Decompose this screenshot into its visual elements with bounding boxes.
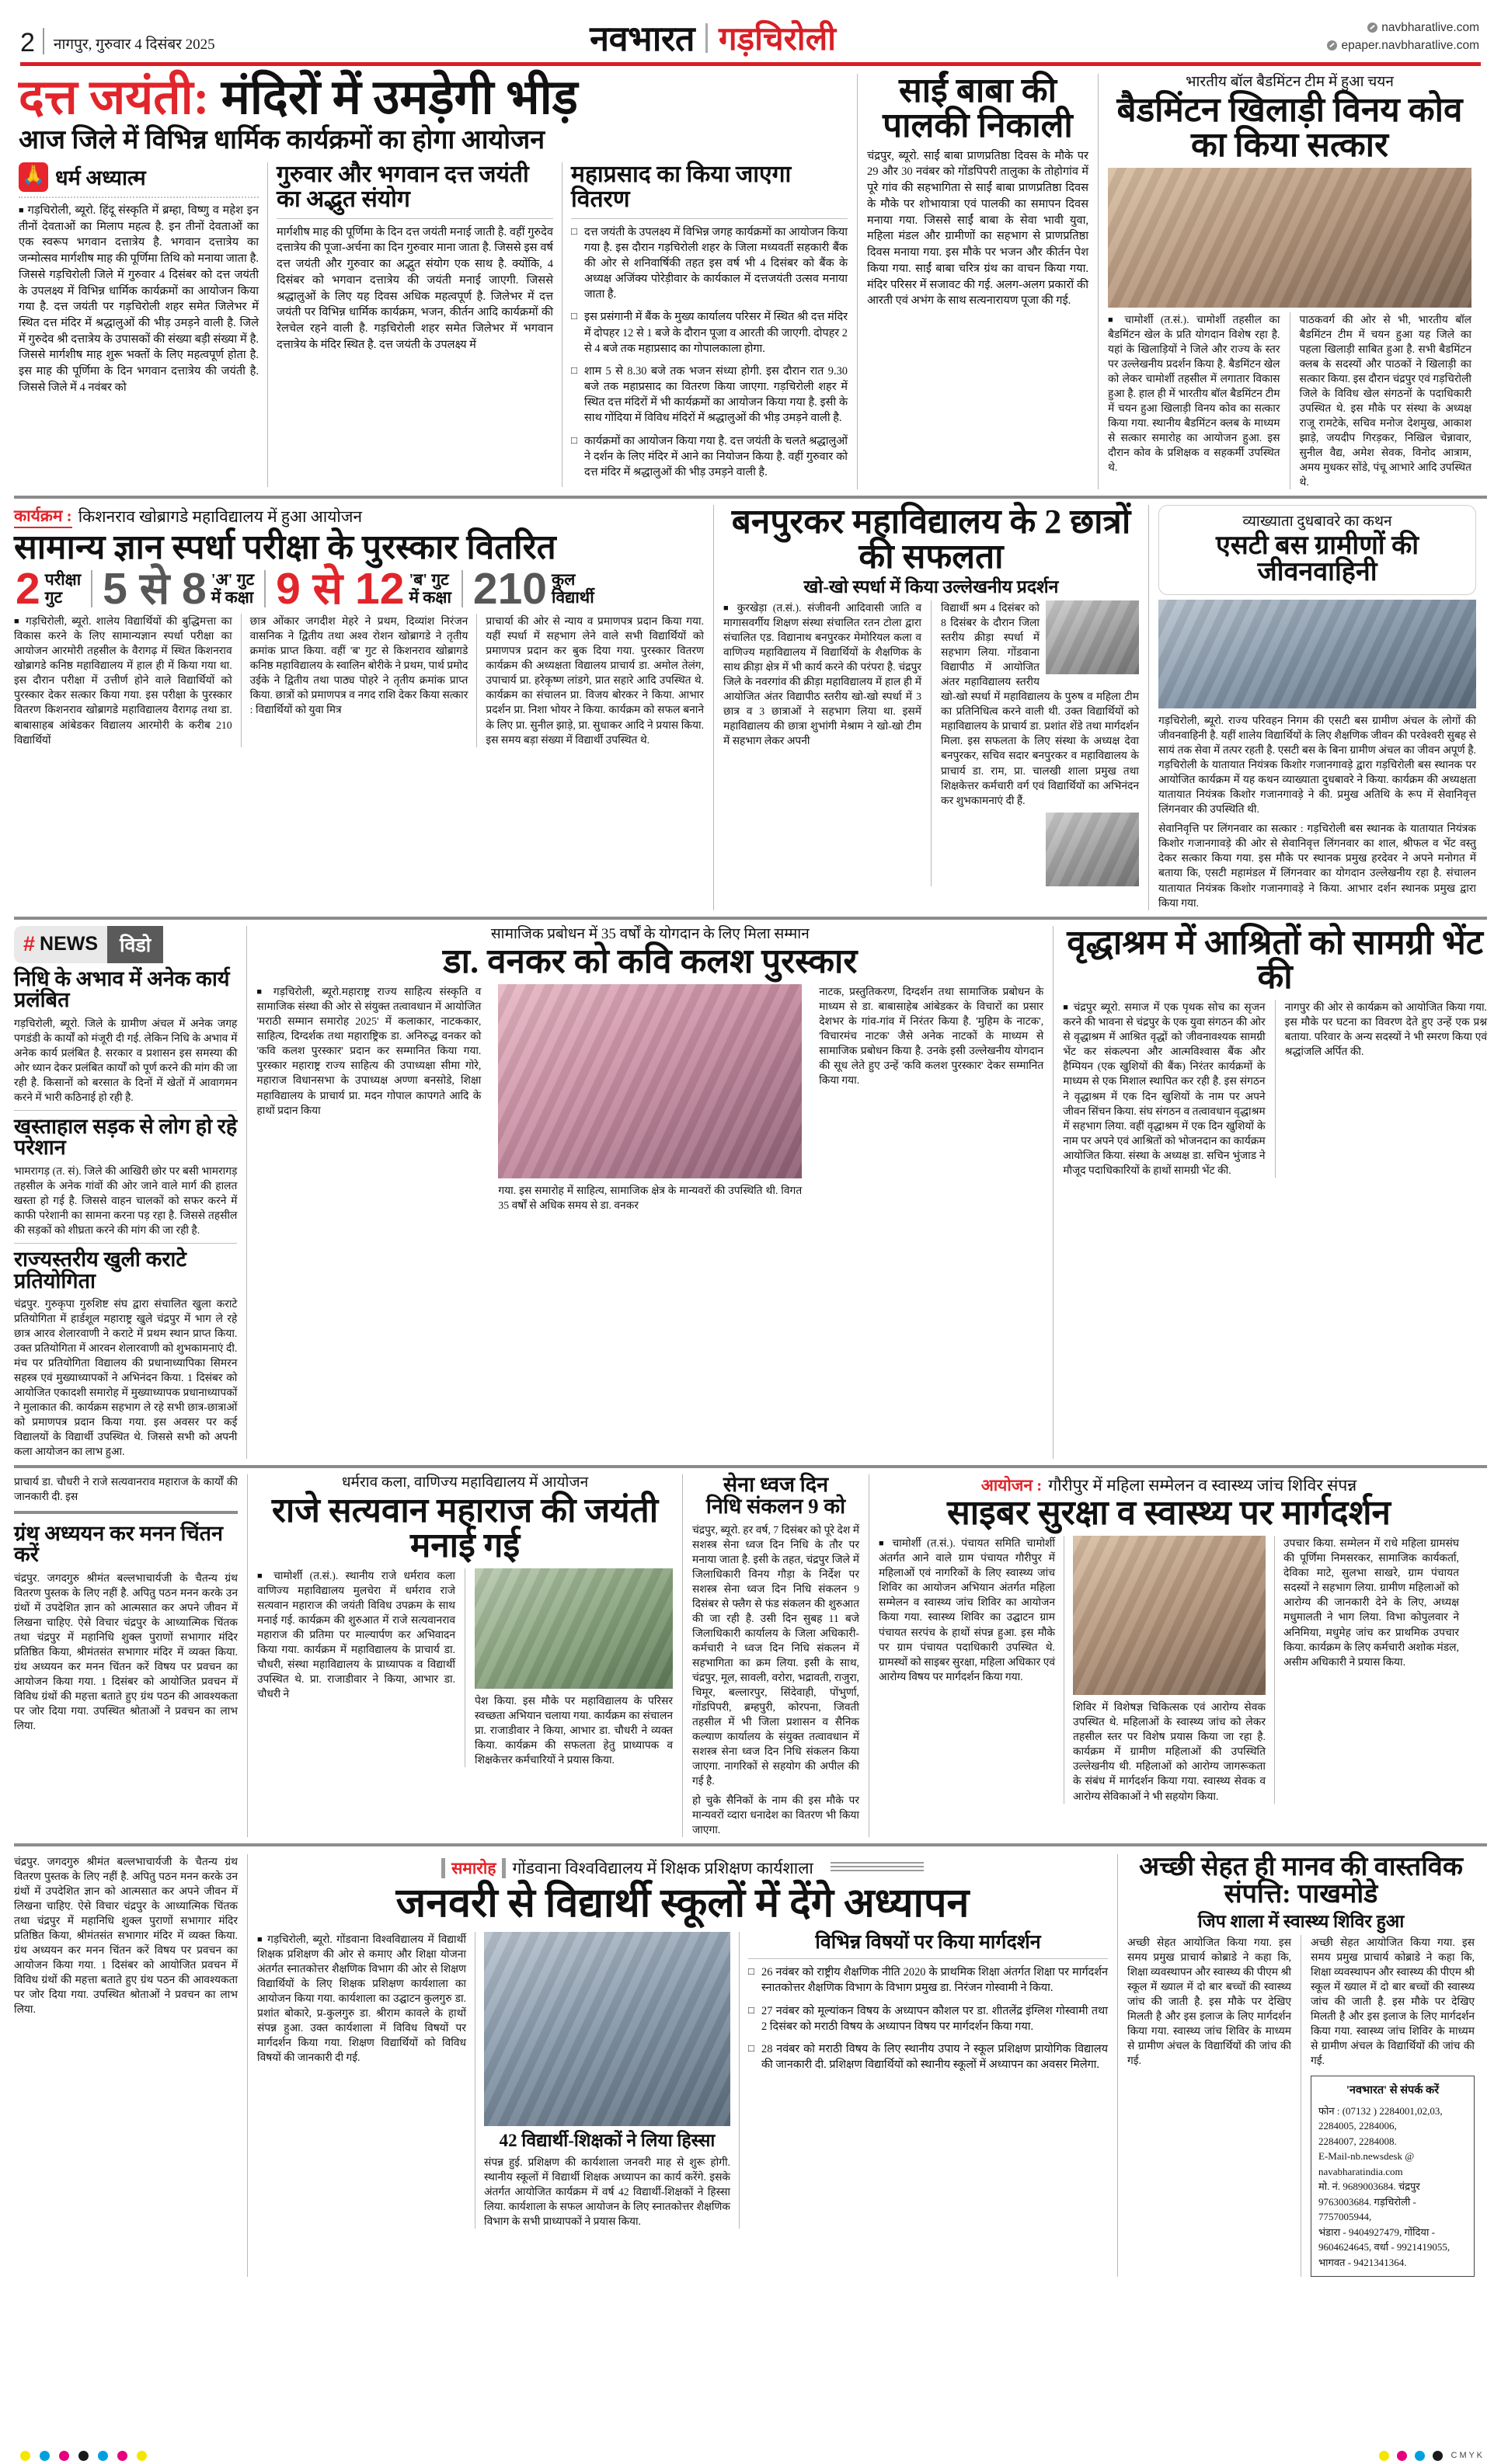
lead-story (14, 71, 857, 489)
vankar-col2-text: नाटक, प्रस्तुतिकरण, दिग्दर्शन तथा सामाजिक प्रबोधन के माध्यम से डा. बाबासाहेब आंबेडकर के विचारों का प्रसार देशभर के गांव-गांव में निरंतर किया है. 'मुहिम के नाटक', 'विचारमंच नाटक' जैसे अनेक नाटकों के माध्यम से सामाजिक प्रबोधन किया है. उनके इसी उल्लेखनीय योगदान की सूध लेते हुए उन्हें 'कवि कलश पुरस्कार' देकर सम्मानित किया गया. (819, 986, 1044, 1087)
nidhi-rule-2 (14, 1243, 237, 1244)
stat-label-group (211, 571, 254, 607)
cyber-columns (879, 1536, 1459, 1803)
raje-story (247, 1474, 682, 1837)
contact-line: फोन : (07132 ) 2284001,02,03, (1318, 2104, 1443, 2117)
place-date: नागपुर, गुरुवार 4 दिसंबर 2025 (53, 37, 215, 54)
contact-line: 9604624645, वर्धा - 9921419055, (1318, 2241, 1451, 2253)
raje-col-1 (257, 1568, 465, 1767)
cmyk-label: C M Y K (1451, 2451, 1482, 2460)
badge-dot-rule (19, 197, 259, 198)
contact-line: 2284007, 2284008. (1318, 2135, 1397, 2147)
tag-bars-right (502, 1858, 506, 1878)
cmyk-dot-black (78, 2451, 89, 2461)
cmyk-registration-strip (0, 2447, 1501, 2464)
cmyk-dots-left (0, 2451, 147, 2461)
sena-story (682, 1474, 869, 1837)
gk-col-2 (241, 614, 477, 747)
sai-body: चंद्रपुर, ब्यूरो. साईं बाबा प्राणप्रतिष्ठा दिवस के मौके पर 29 और 30 नवंबर को गोंडपिपरी तालुका के तोहोगांव में पूरे गांव की सहभागिता से साईं बाबा प्राणप्रतिष्ठा दिवस के मौके पर शोभायात्रा एवं पालकी का समापन दिवस मनाया गया. जिससे साईं बाबा के सेवा भावी युवा, महिला मंडल और ग्रामीणों का सहभाग से प्राणप्रतिष्ठा दिवस मनाया गया. इस मौके पर भजन और कीर्तन पेश किया गया. साईं बाबा चरित्र ग्रंथ का वाचन किया गया. मंदिर परिसर में सजावट की गई. अलग-अलग प्रकारों की आरती एवं अभंग के साथ सत्यनारायण पूजा की गई. (867, 149, 1088, 308)
edition-name: गड़चिरोली (718, 22, 837, 58)
contact-email-domain[interactable]: navabharatindia.com (1318, 2165, 1403, 2177)
list-item: □ दत्त जयंती के उपलक्ष्य में विभिन्न जगह कार्यक्रमों का आयोजन किया गया है. इस दौरान गड़चिरोली शहर के जिला मध्यवर्ती सहकारी बैंक की ओर से शनिवार्षिकी तहत इस वर्ष भी 4 दिसंबर को बैंक के अध्यक्ष अजिंक्य पोरेड़ीवार के कार्यकाल में दत्तजयंती उत्सव मनाया जाता है. (571, 224, 848, 303)
stbus-headline-box (1158, 505, 1476, 595)
badminton-story (1098, 74, 1476, 489)
zone-divider-1 (14, 496, 1487, 499)
sena-body: चंद्रपुर, ब्यूरो. हर वर्ष, 7 दिसंबर को पूरे देश में सशस्त्र सेना ध्वज दिन निधि के तौर पर मनाया जाता है. इसी के तहत, चंद्रपुर जिले में जिलाधिकारी विनय गौड़ा के निर्देश पर सशस्त्र सेना ध्वज दिन निधि संकलन 9 दिसंबर से फ्लैग से फंड संकलन की शुरुआत की जा रही है. उसी दिन सुबह 11 बजे जिलाधिकारी कार्यालय के जिला अधिकारी-कर्मचारी ने ध्वज दिन निधि संकलन में सहभागिता का क्रम लिया. इसी के साथ, चंद्रपुर, मूल, सावली, वरोरा, भद्रावती, राजुरा, चिमूर, बल्लारपुर, सिंदेवाही, पोंभुर्णा, गोंडपिपरी, ब्रम्हपुरी, कोरपना, जिवती तहसील में भी जिला प्रशासन व सैनिक कल्याण कार्यालय के संयुक्त तत्वावधान में सशस्त्र सेना ध्वज दिन निधि संकलन किया जाएगा. नागरिकों से सहयोग की अपील की गई है. (692, 1523, 859, 1787)
lead-subhead: आज जिले में विभिन्न धार्मिक कार्यक्रमों का होगा आयोजन (19, 126, 545, 155)
khokho-headline: बनपुरकर महाविद्यालय के 2 छात्रों की सफलता (731, 502, 1131, 576)
nidhi-body: गड़चिरोली, ब्यूरो. जिले के ग्रामीण अंचल में अनेक जगह पगडंडी के कार्यों को मंजूरी दी गई. लेकिन निधि के अभाव में अनेक कार्य प्रलंबित है. सरकार व प्रशासन इस समस्या की ओर ध्यान देकर प्रलंबित कार्यों को पूर्ण करने की मांग की जा रही है. किसानों को बरसात के दिनों में खेतों में आवागमन करने में भारी कठिनाई हो रही है. (14, 1017, 238, 1103)
website-main[interactable]: navbharatlive.com (1381, 20, 1479, 34)
gk-col2-text: छात्र ओंकार जगदीश मेहरे ने प्रथम, दिव्यांश निरंजन वासनिक ने द्वितीय तथा अश्व रोशन खोब्रागडे ने तृतीय क्रमांक प्राप्त किया. वहीं 'ब' गुट से किशनराव खोब्रागडे कनिष्ठ महाविद्यालय के स्वालिन बोरीके ने प्रथम, पार्थ प्रमोद उईके ने द्वितीय तथा पाठ्य पोहरे ने तृतीय क्रमांक प्राप्त किया. छात्रों को प्रमाणपत्र व नगद राशि देकर किया सत्कार : विद्यार्थियों को युवा मित्र (249, 615, 468, 716)
badminton-col2-text: पाठकवर्ग की ओर से भी, भारतीय बॉल बैडमिंटन टीम में चयन हुआ यह जिले का पहला खिलाड़ी साबित हुआ है. सभी बैडमिंटन क्लब के सदस्यों और पाठकों ने खिलाड़ी का सत्कार किया. इस दौरान चंद्रपुर एवं गड़चिरोली जिले के विविध खेल संगठनों के पदाधिकारी उपस्थित थे. इस मौके पर संस्था के अध्यक्ष राजू रामटेके, सचिव मनोज देशमुख, आकाश झाड़े, जयदीप गिरड़कर, निखिल चेन्नावार, सुनील वैद्य, अमेश सेवक, विनोद आत्राम, अमय मुधकर सोंडे, पंचू आभारे आदि उपस्थित थे. (1299, 313, 1471, 488)
vruddha-col-2 (1275, 1000, 1487, 1177)
sena-col2-text: हो चुके सैनिकों के नाम की इस मौके पर मान्यवरों व्दारा धनादेश का वितरण भी किया जाएगा. (692, 1794, 859, 1836)
nidhi-sub1-body: भामरागड़ (त. सं). जिले की आखिरी छोर पर बसी भामरागड़ तहसील के अनेक गांवों की ओर जाने वाले मार्ग की हालत खस्ता हो गई है. जिससे वाहन चालकों को सफर करने में काफी परेशानी का सामना करना पड़ रहा है. जिससे तहसील की सड़कों को शीघ्रता करने की मांग की जा रही है. (14, 1164, 238, 1236)
teacher-sub-head: विभिन्न विषयों पर किया मार्गदर्शन (815, 1932, 1041, 1954)
teacher-headline: जनवरी से विद्यार्थी स्कूलों में देंगे अध्यापन (395, 1881, 970, 1926)
stat-label-2: गुट (44, 588, 63, 607)
lead-col3-bullets (571, 224, 848, 480)
masthead (14, 0, 1487, 59)
teacher-tag-line (257, 1854, 1108, 1881)
teacher-col1-text: ■ गड़चिरोली, ब्यूरो. गोंडवाना विश्वविद्यालय में विद्यार्थी शिक्षक प्रशिक्षण की ओर से कमाए और शिक्षा योजना अंतर्गत स्नातकोत्तर शैक्षणिक विभाग की ओर से शिक्षण विद्यार्थियों के लिए शिक्षक प्रशिक्षण कार्यशाला का आयोजन किया गया. कार्यशाला का उद्घाटन कुलगुरु डा. प्रशांत बोकारे, प्र-कुलगुरु डा. श्रीराम कावले के हाथों संपन्न हुआ. उक्त कार्यशाला में विविध विषयों पर मार्गदर्शन किया गया. शिक्षण विद्यार्थियों को विविध विषयों की जानकारी दी गई. (257, 1932, 466, 2065)
vankar-col-1 (256, 984, 489, 1213)
khokho-col-2 (931, 600, 1139, 886)
stat-number: 9 से 12 (276, 563, 405, 614)
list-item: □ 26 नवंबर को राष्ट्रीय शैक्षणिक नीति 2020 के प्राथमिक शिक्षा अंतर्गत शिक्षा पर मार्गदर्शन स्नातकोत्तर शैक्षणिक विभाग के विभाग प्रमुख डा. निरंजन गोस्वामी ने किया. (748, 1965, 1108, 1996)
cmyk-dot-magenta-2 (117, 2451, 127, 2461)
teacher-col-1 (257, 1932, 475, 2229)
contact-line: 9763003684. गड़चिरोली - 7757005944, (1318, 2195, 1416, 2223)
badminton-col-2 (1290, 312, 1472, 489)
list-item: □ इस प्रसंगानी में बैंक के मुख्य कार्यालय परिसर में स्थित श्री दत्त मंदिर में दोपहर 12 से 1 बजे के दौरान पूजा व आरती की जाएगी. दोपहर 2 से 4 बजे तक महाप्रसाद का गोपालकाला होगा. (571, 309, 848, 356)
cyber-photo-col (1064, 1536, 1274, 1803)
sai-headline-2: पालकी निकाली (883, 106, 1073, 144)
players-felicitation-photo (1108, 168, 1471, 308)
stat-label-1: कुल (552, 569, 576, 589)
zone-divider-3 (14, 1465, 1487, 1468)
stbus-col1-text: गड़चिरोली, ब्यूरो. राज्य परिवहन निगम की एसटी बस ग्रामीण अंचल के लोगों की जीवनवाहिनी है. यहीं शालेय विद्यार्थियों के लिए शैक्षणिक जीवन की परवेश्वरी सुबह से सायं तक सेवा में तत्पर रहती है. एसटी बस के बिना ग्रामीण अंचल का जीवन अपूर्ण है. गड़चिरोली के यातायात नियंत्रक किशोर गजानगावड़े द्वारा गड़चिरोली बस स्थानक पर आयोजित कार्यक्रम में यह कथन व्याख्याता दुधबावरे ने किया. कार्यक्रम की अध्यक्षता यातायात नियंत्रक किशोर गजानगावड़े ने की. प्रमुख अतिथि के रूप में सेवानिवृत्त लिंगनवार की उपस्थिति थी. (1158, 715, 1476, 816)
male-student-photo (1046, 813, 1139, 886)
tag-bars-left (441, 1858, 445, 1878)
stbus-col2-text: सेवानिवृत्ति पर लिंगनवार का सत्कार : गड़चिरोली बस स्थानक के यातायात नियंत्रक किशोर गजानगावड़े की ओर से सेवानिवृत्त लिंगनवार का शाल, श्रीफल व भेंट वस्तु देकर सत्कार किया गया. इस मौके पर स्थानक प्रमुख हरदेवर ने अपने मनोगत में बताया कि, एसटी महामंडल में लिंगनवार का योगदान उल्लेखनीय रहा है. संचालन यातायात नियंत्रक किशोर गजानगावड़े ने किया. आभार दर्शन स्थानक प्रमुख द्वारा किया गया. (1158, 823, 1476, 909)
gk-tag-red: कार्यक्रम : (14, 505, 72, 528)
health-col2-text: अच्छी सेहत आयोजित किया गया. इस समय प्रमुख प्राचार्य कोब्राडे ने कहा कि, शिक्षा व्यवस्थापन और स्वास्थ्य की पीएम श्री स्कूल में ख्याल में दो बार बच्चों की स्वास्थ्य जांच की जाती है. इस मौके पर देखिए मिलती है और इस इलाज के लिए मार्गदर्शन किया गया. स्वास्थ्य जांच शिविर के माध्यम से ग्रामीण अंचल के विद्यार्थियों की जांच की गई. (1311, 1936, 1475, 2067)
masthead-title-group (590, 19, 837, 59)
contact-line: भंडारा - 9404927479, गोंदिया - (1318, 2226, 1435, 2238)
health-subhead: जिप शाला में स्वास्थ्य शिविर हुआ (1197, 1911, 1405, 1931)
zone-divider-2 (14, 917, 1487, 920)
stat-label-group (552, 571, 594, 607)
vankar-kicker: सामाजिक प्रबोधन में 35 वर्षों के योगदान के लिए मिला सम्मान (490, 925, 810, 942)
award-ceremony-photo (498, 984, 802, 1178)
granth-body: चंद्रपुर. जगदगुरु श्रीमंत बल्लभाचार्यजी के चैतन्य ग्रंथ वितरण पुस्तक के लिए नहीं है. अपितु पठन मनन करके उन ग्रंथों में उपदेशित ज्ञान को आत्मसात कर अपने जीवन में लिखना चाहिए. ऐसे विचार चंद्रपुर के आध्यात्मिक चिंतक तथा चंद्रपुर में महानिधि शुक्ल पुराणों सभागार मंदिर प्रतिष्ठित किया, श्रीमंतसंत सभागार मंदिर में व्यक्त किया. ग्रंथ अध्ययन कर मनन चिंतन करें विषय पर प्रवचन का आयोजन किया गया. 1 दिसंबर को आयोजित प्रवचन में विविध ग्रंथों की महत्ता बताते हुए ग्रंथ पठन की आवश्यकता पर जोर दिया गया. उपस्थित श्रोताओं ने प्रवचन का लाभ लिया. (14, 1571, 238, 1731)
cyber-col3-text: उपचार किया. सम्मेलन में राधे महिला ग्रामसंघ की पूर्णिमा निमसरकर, सामाजिक कार्यकर्ता, देविका माटे, सुलभा साखरे, ग्राम पंचायत सदस्यों ने सहभाग लिया. ग्रामीण महिलाओं को आरोग्य की जानकारी देने के लिए, अध्यक्ष मधुमालती ने भाग लिया. विभा कोपुलवार ने अनिमिया, मधुमेह जांच कर प्राथमिक उपचार किया. कार्यक्रम के लिए कर्मचारी अशोक मंडल, असीम अधिकारी ने प्रयास किया. (1283, 1537, 1459, 1668)
teacher-tag-red: समारोह (451, 1858, 496, 1878)
stat-label-group (409, 571, 451, 607)
cmyk-dot-black-2 (1433, 2451, 1443, 2461)
website-epaper[interactable]: epaper.navbharatlive.com (1341, 38, 1479, 52)
stat-number: 5 से 8 (103, 563, 207, 614)
khokho-columns (723, 600, 1139, 886)
gk-columns (14, 614, 704, 747)
masthead-websites (1327, 19, 1479, 57)
health-col-2 (1301, 1935, 1475, 2278)
vruddhashram-story (1053, 923, 1487, 1460)
gk-col3-text: प्राचार्या की ओर से न्याय व प्रमाणपत्र प्रदान किया गया. यहीं स्पर्धा में सहभाग लेने वाले सभी विद्यार्थियों को प्रमाणपत्र प्रदान कर बुक दिया गया. पुरस्कार वितरण कार्यक्रम की अध्यक्षता विद्यालय प्राचार्य डा. अमोल तेलंग, उपाचार्य प्रा. हरेकृष्ण लांडगे, प्रात सहारे आदि उपस्थित थे. कार्यक्रम का संचालन प्रा. विजय बोरकर ने किया. आभार प्रदर्शन प्रा. निशा भोयर ने किया. कार्यक्रम को सफल बनाने के लिए प्रा. सुनील झाड़े, प्रा. सुधाकर आदि ने प्रयास किया. इस समय बड़ा संख्या में विद्यार्थी उपस्थित थे. (486, 615, 705, 746)
lead-kicker-red: दत्त जयंती: (19, 71, 210, 124)
stat-label-1: 'अ' गुट (211, 569, 255, 589)
cyber-tag-red: आयोजन : (980, 1476, 1043, 1495)
cmyk-dot-cyan (40, 2451, 50, 2461)
stat-number: 2 (16, 563, 40, 614)
program-on-stage-photo (1158, 600, 1476, 708)
gk-col-1 (14, 614, 241, 747)
stat-item (92, 563, 266, 614)
cyber-headline: साइबर सुरक्षा व स्वास्थ्य पर मार्गदर्शन (947, 1494, 1391, 1533)
lead-col-3 (562, 162, 848, 487)
stat-label-2: में कक्षा (409, 588, 451, 607)
masthead-red-rule (20, 62, 1481, 66)
contact-line: भागवत - 9421341364. (1318, 2256, 1407, 2268)
masthead-left (20, 28, 215, 56)
contact-line: मो. नं. 9689003684. चंद्रपुर (1318, 2180, 1420, 2193)
gk-stat-strip (14, 563, 704, 614)
praying-hands-icon: 🙏 (19, 162, 48, 192)
nidhi-rule-1 (14, 1110, 237, 1111)
cmyk-dot-yellow-3 (1379, 2451, 1389, 2461)
hash-icon: # (23, 932, 36, 956)
stat-item (14, 563, 92, 614)
health-columns (1127, 1935, 1475, 2278)
badminton-kicker: भारतीय बॉल बैडमिंटन टीम में हुआ चयन (1186, 74, 1394, 90)
badminton-col1-text: ■ चामोर्शी (त.सं.). चामोर्शी तहसील का बैडमिंटन खेल के प्रति योगदान विशेष रहा है. यहां के खिलाड़ियों ने जिले और राज्य के स्तर पर उल्लेखनीय प्रदर्शन किया है. बैडमिंटन खेल को लेकर चामोर्शी तहसील में लगातार विकास हुआ है. हाल ही में भारतीय बॉल बैडमिंटन टीम में चयन हुआ खिलाड़ी विनय कोव का सत्कार किया गया. स्थानीय बैडमिंटन क्लब के माध्यम से सत्कार समारोह का आयोजन हुआ. इस दौरान कोव के प्रशिक्षक व सहकर्मी उपस्थित थे. (1108, 312, 1280, 475)
stbus-headline: एसटी बस ग्रामीणों की जीवनवाहिनी (1215, 531, 1419, 587)
teacher-bullets (748, 1965, 1108, 2072)
raje-col1-text: ■ चामोर्शी (त.सं.). स्थानीय राजे धर्मराव कला वाणिज्य महाविद्यालय मुलचेरा में धर्मराव राजे सत्यवान महाराज की जयंती विविध उपक्रम के साथ मनाई गई. कार्यक्रम की शुरुआत में राजे सत्यवानराव महाराज की प्रतिमा पर माल्यार्पण कर अभिवादन किया गया. कार्यक्रम में महाविद्यालय के प्राचार्य डा. चौधरी, संस्था महाविद्यालय के प्राध्यापक व विद्यार्थी उपस्थित थे. प्रा. राजाडीवार ने किया, आभार डा. चौधरी ने (257, 1568, 455, 1701)
teacher-photo-col-text: संपन्न हुई. प्रशिक्षण की कार्यशाला जनवरी माह से शुरू होगी. स्थानीय स्कूलों में विद्यार्थी शिक्षक अध्यापन का कार्य करेंगे. इसके अंतर्गत आयोजित कार्यक्रम में वर्ष 42 विद्यार्थी-शिक्षकों ने हिस्सा लिया. कार्यशाला के सफल आयोजन के लिए स्नातकोत्तर शैक्षणिक विभाग के सभी प्राध्यापकों ने प्रयास किया. (484, 2156, 730, 2227)
contact-line: 2284005, 2284006, (1318, 2120, 1397, 2132)
vankar-photo-col (489, 984, 810, 1213)
cyber-col-3 (1274, 1536, 1459, 1803)
health-headline: अच्छी सेहत ही मानव की वास्तविक संपत्ति: पाखमोडे (1139, 1853, 1463, 1909)
vruddha-headline: वृद्धाश्रम में आश्रितों को सामग्री भेंट की (1067, 923, 1483, 997)
teacher-col-3 (739, 1932, 1108, 2229)
teacher-tag-text: गोंडवाना विश्वविद्यालय में शिक्षक प्रशिक्षण कार्यशाला (512, 1858, 813, 1878)
gk-col1-text: ■ गड़चिरोली, ब्यूरो. शालेय विद्यार्थियों की बुद्धिमत्ता का विकास करने के लिए सामान्यज्ञान स्पर्धा परीक्षा का आयोजन आरमोरी तहसील के वैरागढ़ में स्थित किशनराव खोब्रागडे कनिष्ठ महाविद्यालय में हाल ही में किया गया था. इस दौरान परीक्षा में उत्तीर्ण होने वाले विद्यार्थियों को पुरस्कार देकर सत्कार किया गया. इस परीक्षा के पुरस्कार वितरण किशनराव खोब्रागडे महाविद्यालय वैरागढ़ तथा डा. बाबासाहब आंबेडकर विद्यालय आरमोरी के करीब 210 विद्यार्थियों (14, 614, 232, 747)
cmyk-dot-magenta (59, 2451, 69, 2461)
fourth-zone (14, 1474, 1487, 1837)
stat-item (266, 563, 463, 614)
contact-title: 'नवभारत' से संपर्क करें (1346, 2084, 1440, 2097)
section-badge (19, 162, 259, 192)
lead-col1-text: ■ गड़चिरोली, ब्यूरो. हिंदू संस्कृति में ब्रम्हा, विष्णु व महेश इन तीनों देवताओं का मिलाप महत्व है. इन तीनों देवताओं का एक स्वरूप भगवान दत्तात्रेय है. भगवान दत्तात्रेय का जन्मोत्सव मार्गशीष माह की पूर्णिमा तिथि को मनाया जाता है. जिससे गड़चिरोली जिले में गुरुवार 4 दिसंबर को दत्त जयंती के उपलक्ष्य में विभिन्न धार्मिक कार्यक्रमों का आयोजन किया गया है. दत्त जयंती पर गड़चिरोली शहर समेत जिलेभर में स्थित दत्त मंदिर में श्रद्धालुओं की भीड़ उमड़ने वाली है. जिले में गुरुदेव श्री दत्तात्रेय के उपासकों की संख्या बड़ी संख्या में है. जिससे मार्गशीष माह शुरू भक्तों के लिए महत्वपूर्ण होता है. इस माह की पूर्णिमा के दिन भगवान दत्तात्रेय की जयंती है. जिससे जिले में 4 नवंबर को (19, 203, 259, 396)
zone-divider-4 (14, 1843, 1487, 1846)
stbus-story (1148, 505, 1476, 910)
masthead-divider (43, 28, 44, 54)
stat-label-2: में कक्षा (211, 588, 254, 607)
second-zone (14, 502, 1487, 910)
globe-icon (1327, 40, 1337, 50)
vruddha-col2-text: नागपुर की ओर से कार्यक्रम को आयोजित किया गया. इस मौके पर घटना का विवरण देते हुए उन्हें एक प्रश्न बताया. परिवार के अन्य सदस्यों ने भी स्मरण किया एवं श्रद्धांजलि अर्पित की. (1284, 1001, 1487, 1058)
khokho-subhead: खो-खो स्पर्धा में किया उल्लेखनीय प्रदर्शन (803, 576, 1059, 597)
left-cont-rule (14, 1511, 238, 1514)
vankar-story (246, 926, 1053, 1460)
vruddha-col-1 (1063, 1000, 1274, 1177)
vankar-col-2 (810, 984, 1043, 1213)
left-continuation-text: प्राचार्य डा. चौधरी ने राजे सत्यवानराव महाराज के कार्यों की जानकारी दी. इस (14, 1476, 238, 1503)
teacher-sub-rule (748, 1958, 1108, 1959)
lead-col-1 (19, 162, 267, 487)
third-zone (14, 923, 1487, 1460)
sena-kicker: सेना ध्वज दिन (723, 1473, 829, 1497)
nidhi-sub1-head: खस्ताहाल सड़क से लोग हो रहे परेशान (14, 1114, 238, 1160)
stat-label-2: विद्यार्थी (552, 588, 594, 607)
health-col1-text: अच्छी सेहत आयोजित किया गया. इस समय प्रमुख प्राचार्य कोब्राडे ने कहा कि, शिक्षा व्यवस्थापन और स्वास्थ्य की पीएम श्री स्कूल में ख्याल में दो बार बच्चों की स्वास्थ्य जांच की जाती है. इस मौके पर देखिए मिलती है और इस इलाज के लिए मार्गदर्शन किया गया. स्वास्थ्य जांच शिविर के माध्यम से ग्रामीण अंचल के विद्यार्थियों की जांच की गई. (1127, 1936, 1291, 2067)
list-item: □ कार्यक्रमों का आयोजन किया गया है. दत्त जयंती के चलते श्रद्धालुओं ने दर्शन के लिए मंदिर में आने का नियोजन किया है. वहीं गुरुवार को दत्त मंदिर में श्रद्धालुओं की भीड़ उमड़ने वाली है. (571, 433, 848, 480)
khokho-col-1 (723, 600, 931, 886)
cyber-col2-text: शिविर में विशेषज्ञ चिकित्सक एवं आरोग्य सेवक उपस्थित थे. महिलाओं के स्वास्थ्य जांच को लेकर तहसील स्तर पर विशेष प्रयास किया जा रहा है. कार्यक्रम में ग्रामीण महिलाओं की उपस्थिति उल्लेखनीय थी. महिलाओं को आरोग्य जागरूकता के संबंध में मार्गदर्शन किया गया. स्वास्थ्य सेवक व आरोग्य सेविकाओं ने भी सहयोग किया. (1073, 1701, 1266, 1802)
health-story (1117, 1854, 1475, 2277)
website-main-row[interactable] (1327, 19, 1479, 37)
raje-columns (257, 1568, 673, 1767)
raje-headline: राजे सत्यवान महाराज की जयंती मनाई गई (271, 1491, 659, 1565)
teacher-columns (257, 1932, 1108, 2229)
list-item: □ 28 नवंबर को मराठी विषय के लिए स्थानीय उपाय ने स्कूल प्रशिक्षण प्रायोगिक विद्यालय की जानकारी दी. प्रशिक्षण विद्यार्थियों को स्थानीय स्कूलों में अध्यापन का अवसर मिलेगा. (748, 2041, 1108, 2072)
cmyk-dot-cyan-2 (98, 2451, 108, 2461)
cmyk-dot-magenta-3 (1397, 2451, 1407, 2461)
cmyk-dot-cyan-3 (1415, 2451, 1425, 2461)
nidhi-headline: निधि के अभाव में अनेक कार्य प्रलंबित (14, 966, 230, 1012)
gk-col-3 (476, 614, 704, 747)
workshop-hall-photo (484, 1932, 730, 2126)
workshop-photo-caption: 42 विद्यार्थी-शिक्षकों ने लिया हिस्सा (499, 2131, 716, 2151)
lead-col2-head: गुरुवार और भगवान दत्त जयंती का अद्भुत संयोग (277, 161, 529, 213)
decor-stack-rule (831, 1862, 924, 1874)
badminton-headline: बैडमिंटन खिलाड़ी विनय कोव का किया सत्कार (1116, 90, 1463, 164)
left-continuation (14, 1474, 247, 1837)
sai-headline-1: साईं बाबा की (899, 71, 1057, 110)
bottom-left-spacer (14, 1854, 247, 2277)
stat-label-1: 'ब' गुट (409, 569, 449, 589)
bottom-left-text: चंद्रपुर. जगदगुरु श्रीमंत बल्लभाचार्यजी के चैतन्य ग्रंथ वितरण पुस्तक के लिए नहीं है. अपितु पठन मनन करके उन ग्रंथों में उपदेशित ज्ञान को आत्मसात कर अपने जीवन में लिखना चाहिए. ऐसे विचार चंद्रपुर के आध्यात्मिक चिंतक तथा चंद्रपुर में महानिधि शुक्ल पुराणों सभागार मंदिर प्रतिष्ठित किया, श्रीमंतसंत सभागार मंदिर में व्यक्त किया. ग्रंथ अध्ययन कर मनन चिंतन करें विषय पर प्रवचन का आयोजन किया गया. 1 दिसंबर को आयोजित प्रवचन में विविध ग्रंथों की महत्ता बताते हुए ग्रंथ पठन की आवश्यकता पर जोर दिया गया. उपस्थित श्रोताओं ने प्रवचन का लाभ लिया. (14, 1856, 238, 2016)
stat-number: 210 (472, 563, 547, 614)
khokho-story (713, 502, 1148, 910)
vruddha-columns (1063, 1000, 1487, 1177)
lead-headline-row (19, 71, 848, 124)
lead-col-2 (267, 162, 562, 487)
vruddha-col1-text: ■ चंद्रपुर ब्यूरो. समाज में एक पृथक सोच का सृजन करने की भावना से चंद्रपुर के एक युवा संगठन की ओर से वृद्धाश्रम में आश्रित वृद्धों को जीवनावश्यक सामग्री भेंट कर संकल्पना और आत्मविश्वास बैंक और हैम्पियन (एक खुशियों की बैंक) निरंतर कार्यक्रमों के माध्यम से एक मिशाल स्थापित कर रही है. इस संगठन ने वृद्धाश्रम में एक दिन खुशियों के नाम पर अपने जीवन सिंचन किया. संघ संगठन व तत्वावधान वृद्धाश्रम में सहभाग लिया. वहीं वृद्धाश्रम में एक दिन खुशियों के नाम पर अपने एवं आश्रितों को भोजनदान का कार्यक्रम आयोजित किया. संस्था के अध्यक्ष डा. सचिन भुंजाड ने मौजूद पदाधिकारियों के हाथों सामग्री भेंट की. (1063, 1000, 1265, 1177)
lead-col2-text: मार्गशीष माह की पूर्णिमा के दिन दत्त जयंती मनाई जाती है. वहीं गुरुदेव दत्तात्रेय की पूजा-अर्चना का दिन गुरुवार माना जाता है. जिससे इस वर्ष दत्त जयंती और गुरुवार का अद्भुत संयोग एक साथ है. क्योंकि, 4 दिसंबर को भगवान दत्तात्रेय की जयंती मनाई जाएगी. जिससे श्रद्धालुओं के लिए यह दिवस अधिक महत्वपूर्ण है. जिलेभर में दत्त जयंती पर विभिन्न धार्मिक कार्यक्रम, भजन, कीर्तन आदि कार्यक्रमों की रेलचेल रहने वाली है. गड़चिरोली शहर समेत जिलेभर में भगवान दत्तात्रेय के मंदिर स्थित है. दत्त जयंती के उपलक्ष्य में (277, 225, 553, 351)
sai-baba-story (857, 71, 1098, 489)
badminton-col-1 (1108, 312, 1290, 489)
globe-icon (1367, 23, 1377, 33)
raje-col-2 (465, 1568, 673, 1767)
stat-item (463, 563, 604, 614)
nidhi-sub2-body: चंद्रपुर. गुरुकृपा गुरुशिष्ट संघ द्वारा संचालित खुला कराटे प्रतियोगिता में हार्डशूल महाराष्ट्र खुले चंद्रपुर में भाग ले रहे छात्र आरव शेलारवाणी ने कराटे में प्रथम स्थान प्राप्त किया. उक्त प्रतियोगिता में आरवन शेलारवाणी को शुभकामनाएं दी. मंच पर प्रतियोगिता विद्यालय की प्रधानाध्यापिका सिमरन सहस्त्र एवं मुख्याध्यापकों ने अभिनंदन किया. 1 दिसंबर को आयोजित एकादशी समारोह में मुख्याध्यापक प्रधानाध्यापकों ने मुलाकात की. कार्यक्रम सहभाग ले रहे सभी छात्र-छात्राओं को प्रमाणपत्र प्रदान किया गया. इस अवसर पर कई विद्यालयों के विद्यार्थी उपस्थित थे. जिससे सभी को अपनी कला आयोजन का लाभ हुआ. (14, 1298, 238, 1458)
gk-tag-line (14, 505, 704, 528)
stat-label-group (45, 571, 81, 607)
top-zone (14, 71, 1487, 489)
fifth-zone (14, 1854, 1487, 2277)
teacher-photo-col (475, 1932, 739, 2229)
nidhi-story (14, 926, 246, 1460)
news-label: NEWS (40, 933, 99, 955)
badminton-columns (1108, 312, 1471, 489)
stat-label-1: परीक्षा (44, 569, 82, 589)
gk-tag-text: किशनराव खोब्रागडे महाविद्यालय में हुआ आयोजन (78, 506, 363, 526)
vankar-headline: डा. वनकर को कवि कलश पुरस्कार (443, 942, 858, 981)
lead-headline: मंदिरों में उमड़ेगी भीड़ (221, 71, 578, 124)
cmyk-tail (1379, 2451, 1501, 2461)
health-col-1 (1127, 1935, 1301, 2278)
teacher-training-story (247, 1854, 1117, 2277)
news-video-badge[interactable] (14, 926, 200, 963)
title-separator (705, 23, 708, 53)
paper-title: नवभारत (590, 19, 695, 59)
col2-rule (277, 218, 553, 219)
sena-headline: निधि संकलन 9 को (705, 1494, 846, 1518)
section-badge-label: धर्म अध्यात्म (55, 166, 146, 190)
vankar-columns (256, 984, 1043, 1213)
page-number: 2 (20, 28, 35, 57)
news-video-left (14, 926, 107, 963)
raje-col2-text: पेश किया. इस मौके पर महाविद्यालय के परिसर स्वच्छता अभियान चलाया गया. कार्यक्रम का संचालन प्रा. राजाडीवार ने किया, आभार डा. चौधरी ने व्यक्त किया. कार्यक्रम की सफलता हेतु प्राध्यापक व शिक्षकेत्तर कर्मचारियों ने प्रयास किया. (475, 1695, 673, 1766)
vankar-col1-text: ■ गड़चिरोली, ब्यूरो.महाराष्ट्र राज्य साहित्य संस्कृति व सामाजिक संस्था की ओर से संयुक्त तत्वावधान में आयोजित 'मराठी सम्मान समारोह 2025' में कलाकार, नाटककार, साहित्य, दिग्दर्शक तथा महाराष्ट्रिक डा. अनिरुद्ध वनकर को 'कवि कलश पुरस्कार' प्रदान कर सम्मानित किया गया. पुरस्कार महाराष्ट्र राज्य साहित्य की उपाध्यक्षा सीमा गोरे, महाराज विधानसभा के उपाध्यक्ष अण्णा बनसोडे, शिक्षा महाविद्यालय के प्राचार्य प्रा. मदन गोपाल कापगते आदि के हाथों प्रदान किया (256, 984, 481, 1117)
vankar-col-mid-text: गया. इस समारोह में साहित्य, सामाजिक क्षेत्र के मान्यवरों की उपस्थिति थी. विगत 35 वर्षों से अधिक समय से डा. वनकर (498, 1185, 803, 1212)
raje-kicker: धर्मराव कला, वाणिज्य महाविद्यालय में आयोजन (341, 1474, 589, 1491)
gk-headline: सामान्य ज्ञान स्पर्धा परीक्षा के पुरस्कार वितरित (14, 527, 556, 566)
khokho-col1-text: ■ कुरखेड़ा (त.सं.). संजीवनी आदिवासी जाति व मागासवर्गीय शिक्षण संस्था संचालित रतन टोला द्वारा संचालित एड. विद्यानाथ बनपुरकर मेमोरियल कला व वाणिज्य महाविद्यालय में विद्यार्थियों के शैक्षणिक के साथ क्रीड़ा क्षेत्र में भी कार्य करने की परंपरा है. चंद्रपुर जिले के नवरगांव की क्रीड़ा महाविद्यालय में हाल ही में आयोजित अंतर विद्यापीठ स्तरीय खो-खो स्पर्धा में 3 छात्र व 3 छात्राओं ने सहभाग लिया था. इसमें महाविद्यालय की छात्रा शुभांगी मेश्राम ने खो-खो टीम में सहभाग लेकर अपनी (723, 600, 921, 748)
cmyk-dot-yellow-2 (137, 2451, 147, 2461)
nidhi-sub2-head: राज्यस्तरीय खुली कराटे प्रतियोगिता (14, 1248, 186, 1293)
female-student-photo (1046, 600, 1139, 674)
col3-rule (571, 218, 848, 219)
cyber-col-1 (879, 1536, 1064, 1803)
cyber-col1-text: ■ चामोर्शी (त.सं.). पंचायत समिति चामोर्शी अंतर्गत आने वाले ग्राम पंचायत गौरीपुर में महिलाओं एवं नागरिकों के लिए स्वास्थ्य जांच शिविर का आयोजन अभियान अंतर्गत महिला सम्मेलन व स्वास्थ्य जांच शिविर का आयोजन किया गया. स्वास्थ्य शिविर का उद्घाटन ग्राम पंचायत सरपंच के हाथों संपन्न हुआ. इस मौके पर ग्राम पंचायत पदाधिकारी उपस्थित थे. ग्रामस्थों को साइबर सुरक्षा, महिला अधिकार एवं आरोग्य विषय पर मार्गदर्शन किया गया. (879, 1536, 1055, 1683)
lead-col3-head: महाप्रसाद का किया जाएगा वितरण (571, 161, 792, 213)
contact-email-line[interactable]: E-Mail-nb.newsdesk @ (1318, 2150, 1415, 2163)
khokho-col2-text: विद्यार्थी श्रम 4 दिसंबर को 8 दिसंबर के दौरान जिला स्तरीय क्रीड़ा स्पर्धा में सहभाग लिया. गोंडवाना विद्यापीठ में आयोजित अंतर महाविद्यालय स्तरीय खो-खो स्पर्धा में महाविद्यालय के पुरुष व महिला टीम का प्रतिनिधित्व करने वाली थी. उक्त विद्यार्थियों को महाविद्यालय के प्राचार्य डा. प्रशांत शेंडे तथा मार्गदर्शन मिला. इस सफलता के लिए संस्था के अध्यक्ष देवा बनपुरकर, सचिव सदार बनपुरकर व महाविद्यालय के प्राचार्य डा. राम, प्रा. चालखी शाला प्रमुख तथा शिक्षकेत्तर कर्मचारी वर्ग एवं विद्यार्थियों का अभिनंदन कर शुभकामनाएं दी हैं. (941, 602, 1139, 806)
lead-columns (19, 162, 848, 487)
cyber-story (869, 1474, 1459, 1837)
women-meeting-photo (1073, 1536, 1266, 1695)
cyber-tag-text: गौरीपुर में महिला सम्मेलन व स्वास्थ्य जांच शिविर संपन्न (1048, 1476, 1357, 1495)
cmyk-dot-yellow (20, 2451, 30, 2461)
list-item: □ 27 नवंबर को मूल्यांकन विषय के अध्यापन कौशल पर डा. शीतलेंद्र इंग्लिश गोस्वामी तथा 2 दिसंबर को मराठी विषय के अध्यापन विषय पर मार्गदर्शन किया गया. (748, 2003, 1108, 2034)
gk-exam-story (14, 505, 713, 910)
video-label: विडो (107, 926, 163, 963)
granth-headline: ग्रंथ अध्ययन कर मनन चिंतन करें (14, 1521, 223, 1567)
list-item: □ शाम 5 से 8.30 बजे तक भजन संध्या होगी. इस दौरान रात 9.30 बजे तक महाप्रसाद का वितरण किया जाएगा. गड़चिरोली शहर में स्थित दत्त मंदिरों में भी कार्यक्रमों का आयोजन किया गया है. इसी के साथ गोंदिया में विविध मंदिरों में श्रद्धालुओं की भीड़ उमड़ने वाली है. (571, 364, 848, 426)
jayanti-garland-photo (475, 1568, 673, 1689)
website-epaper-row[interactable] (1327, 37, 1479, 54)
stbus-kicker: व्याख्याता दुधबावरे का कथन (1242, 513, 1392, 530)
contact-box (1311, 2076, 1475, 2277)
